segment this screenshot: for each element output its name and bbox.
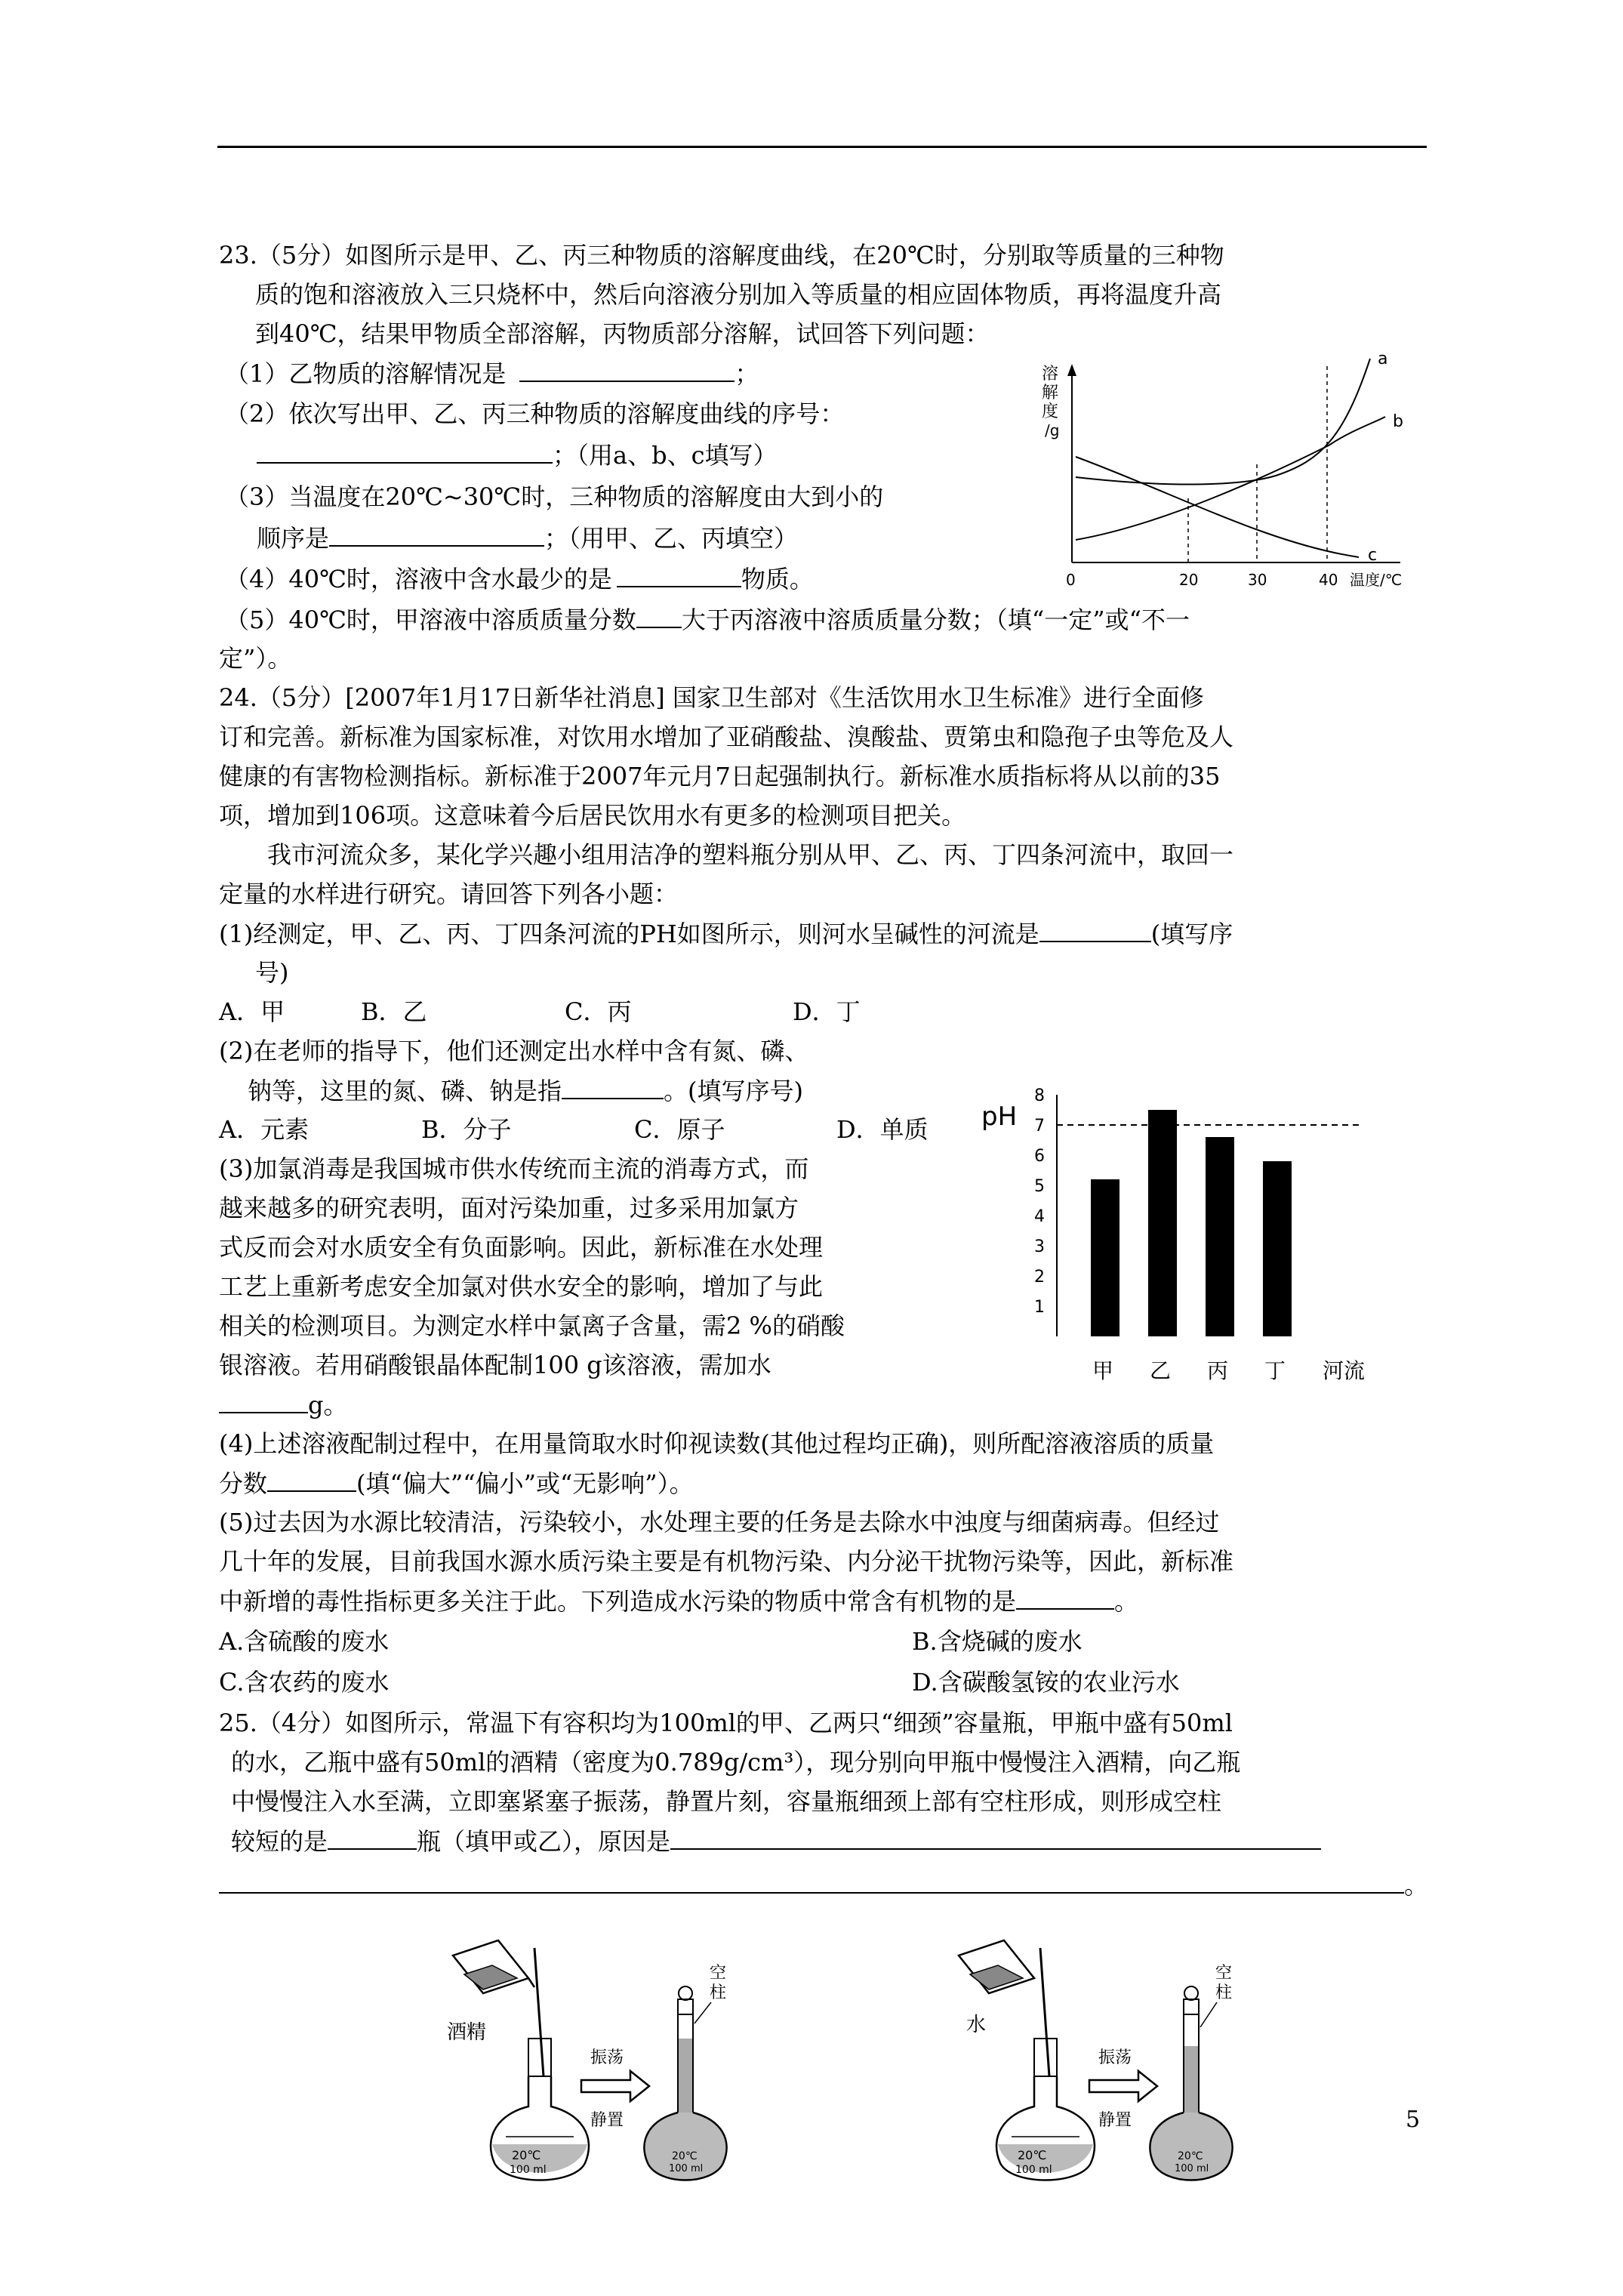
q24-part-3-line-1: (3)加氯消毒是我国城市供水传统而主流的消毒方式，而 <box>219 1154 809 1183</box>
left-action-bottom: 静置 <box>590 2111 624 2130</box>
right-gap-label-2: 柱 <box>1215 1983 1233 2002</box>
answer-blank[interactable] <box>328 1826 417 1850</box>
left-gap-label-2: 柱 <box>710 1983 727 2002</box>
left-action-top: 振荡 <box>590 2048 624 2067</box>
x-tick-40: 40 <box>1319 571 1338 589</box>
q24-part-3-line-6: 银溶液。若用硝酸银晶体配制100 g该溶液，需加水 <box>219 1351 771 1379</box>
q25-line-5: 。 <box>219 1869 1428 1900</box>
q24-line-1: 24.（5分）[2007年1月17日新华社消息] 国家卫生部对《生活饮用水卫生标准》进行全面修 <box>219 683 1204 712</box>
q24-part-1-opt-d: D．丁 <box>793 997 861 1026</box>
flask-figure-svg <box>423 1933 1404 2205</box>
ph-y-tick: 4 <box>1034 1207 1045 1226</box>
q24-part-3-line-4: 工艺上重新考虑安全加氯对供水安全的影响，增加了与此 <box>219 1272 824 1301</box>
right-flask-temp: 20℃ <box>1018 2148 1047 2162</box>
ph-y-tick: 1 <box>1034 1298 1045 1317</box>
q23-sub-1: （1）乙物质的溶解情况是 ； <box>225 359 759 388</box>
q24-part-3-line-2: 越来越多的研究表明，面对污染加重，过多采用加氯方 <box>219 1194 799 1222</box>
q24-line-2: 订和完善。新标准为国家标准，对饮用水增加了亚硝酸盐、溴酸盐、贾第虫和隐孢子虫等危及人 <box>219 723 1234 751</box>
q24-part-1-opt-a: A．甲 <box>219 997 285 1026</box>
x-unit-label: 温度/℃ <box>1350 571 1403 589</box>
right-gap-label-1: 空 <box>1215 1964 1233 1983</box>
right-arrow-icon <box>1089 2071 1157 2101</box>
q24-part-4-cont: 分数 (填“偏大”“偏小”或“无影响”）。 <box>219 1469 694 1498</box>
curve-c <box>1076 457 1359 557</box>
q24-part-2: (2)在老师的指导下，他们还测定出水样中含有氮、磷、 <box>219 1037 809 1065</box>
ph-y-tick: 8 <box>1034 1086 1045 1105</box>
answer-blank[interactable] <box>636 604 682 628</box>
ph-y-tick: 2 <box>1034 1268 1045 1287</box>
q25-line-2: 的水，乙瓶中盛有50ml的酒精（密度为0.789g/cm³），现分别向甲瓶中慢慢注入酒精，向乙瓶 <box>231 1748 1241 1777</box>
y-label-char-1: 溶 <box>1042 365 1059 384</box>
ph-y-tick: 5 <box>1034 1177 1045 1196</box>
q24-part-1-opt-c: C．丙 <box>565 997 632 1026</box>
q24-part-5-opt-b: B.含烧碱的废水 <box>912 1627 1083 1656</box>
left-flask-vol: 100 ml <box>510 2164 547 2176</box>
answer-blank[interactable] <box>1039 918 1151 942</box>
right-gap-pointer <box>1200 2002 1217 2027</box>
q24-part-4: (4)上述溶液配制过程中，在用量筒取水时仰视读数(其他过程均正确)，则所配溶液溶质的质量 <box>219 1429 1215 1458</box>
curve-label-a: a <box>1378 350 1388 368</box>
ph-category-label: 乙 <box>1150 1358 1172 1382</box>
left-liquid-label: 酒精 <box>447 2021 487 2044</box>
curve-label-c: c <box>1368 546 1378 565</box>
ph-category-label: 甲 <box>1092 1358 1114 1382</box>
q23-sub-3-answer: 顺序是 ；（用甲、乙、丙填空） <box>257 524 799 553</box>
q24-line-3: 健康的有害物检测指标。新标准于2007年元月7日起强制执行。新标准水质指标将从以前的35 <box>219 762 1221 791</box>
curve-a <box>1076 359 1370 485</box>
q24-line-5: 我市河流众多，某化学兴趣小组用洁净的塑料瓶分别从甲、乙、丙、丁四条河流中，取回一 <box>267 840 1234 869</box>
ph-y-label: pH <box>981 1102 1018 1132</box>
q24-line-6: 定量的水样进行研究。请回答下列各小题： <box>219 880 679 908</box>
q25-line-4: 较短的是 瓶（填甲或乙），原因是 <box>231 1826 1321 1857</box>
left-arrow-icon <box>581 2071 649 2101</box>
q24-part-1-opt-b: B．乙 <box>361 997 427 1026</box>
q23-sub-5-cont: 定”）。 <box>219 644 292 673</box>
flask-figure <box>423 1933 1404 2205</box>
answer-blank[interactable] <box>267 1468 356 1492</box>
q24-part-3-line-3: 式反而会对水质安全有负面影响。因此，新标准在水处理 <box>219 1233 824 1262</box>
q23-line-1: 23.（5分）如图所示是甲、乙、丙三种物质的溶解度曲线，在20℃时，分别取等质量的三种物 <box>219 241 1224 270</box>
y-axis-arrow-icon <box>1067 364 1076 376</box>
left-result-temp: 20℃ <box>672 2150 698 2162</box>
q23-sub-3: （3）当温度在20℃~30℃时，三种物质的溶解度由大到小的 <box>225 482 884 511</box>
answer-blank[interactable] <box>617 563 741 587</box>
ph-category-label: 丙 <box>1207 1358 1229 1382</box>
left-glass-rod <box>534 1948 544 2076</box>
answer-blank[interactable] <box>562 1075 664 1099</box>
q23-sub-2-answer: ；（用a、b、c填写） <box>257 439 778 470</box>
ph-y-tick: 7 <box>1034 1117 1045 1136</box>
right-action-bottom: 静置 <box>1098 2111 1132 2130</box>
left-flask-temp: 20℃ <box>512 2148 541 2162</box>
ph-bar <box>1206 1137 1234 1336</box>
y-label-char-4: /g <box>1045 421 1060 439</box>
ph-bar <box>1091 1179 1119 1336</box>
q24-part-1: (1)经测定，甲、乙、丙、丁四条河流的PH如图所示，则河水呈碱性的河流是 (填写序 <box>219 920 1233 948</box>
q25-line-1: 25.（4分）如图所示，常温下有容积均为100ml的甲、乙两只“细颈”容量瓶，甲瓶中盛有50ml <box>219 1709 1233 1737</box>
ph-bar <box>1148 1110 1177 1336</box>
answer-blank[interactable] <box>519 358 735 382</box>
q25-line-3: 中慢慢注入水至满，立即塞紧塞子振荡，静置片刻，容量瓶细颈上部有空柱形成，则形成空柱 <box>231 1787 1222 1816</box>
curve-b <box>1076 417 1385 540</box>
q23-sub-5: （5）40℃时，甲溶液中溶质质量分数 大于丙溶液中溶质质量分数；（填“一定”或“不一 <box>225 606 1190 634</box>
q24-part-1-cont: 号) <box>255 958 289 987</box>
answer-blank[interactable] <box>670 1826 1321 1850</box>
x-tick-30: 30 <box>1248 571 1267 589</box>
answer-blank[interactable] <box>329 522 544 547</box>
q24-part-5-line-1: (5)过去因为水源比较清洁，污染较小，水处理主要的任务是去除水中浊度与细菌病毒。但经过 <box>219 1508 1220 1536</box>
q23-line-2: 质的饱和溶液放入三只烧杯中，然后向溶液分别加入等质量的相应固体物质，再将温度升高 <box>255 280 1222 309</box>
answer-blank[interactable] <box>219 1869 1404 1894</box>
q24-part-5-line-3: 中新增的毒性指标更多关注于此。下列造成水污染的物质中常含有机物的是 。 <box>219 1587 1139 1616</box>
right-flask-vol: 100 ml <box>1015 2164 1052 2176</box>
q23-sub-2: （2）依次写出甲、乙、丙三种物质的溶解度曲线的序号： <box>225 399 845 428</box>
x-tick-0: 0 <box>1066 571 1076 589</box>
q24-part-5-opt-d: D.含碳酸氢铵的农业污水 <box>912 1668 1180 1697</box>
ph-category-label: 丁 <box>1264 1358 1286 1382</box>
answer-blank[interactable] <box>219 1389 308 1413</box>
q24-part-5-opt-a: A.含硫酸的废水 <box>219 1627 390 1656</box>
right-glass-rod <box>1040 1948 1049 2076</box>
right-result-vol: 100 ml <box>1175 2163 1209 2174</box>
q24-part-3-line-5: 相关的检测项目。为测定水样中氯离子含量，需2 %的硝酸 <box>219 1311 845 1340</box>
right-action-top: 振荡 <box>1098 2048 1132 2067</box>
left-beaker-icon <box>453 1940 534 1993</box>
answer-blank[interactable] <box>1016 1586 1114 1610</box>
header-rule <box>217 146 1427 148</box>
q24-part-3-line-7: g。 <box>219 1389 348 1420</box>
page-number: 5 <box>1406 2106 1421 2133</box>
right-liquid-label: 水 <box>966 2014 987 2036</box>
q24-part-2-opt-b: B．分子 <box>421 1115 512 1144</box>
left-gap-label-1: 空 <box>710 1964 727 1983</box>
left-gap-pointer <box>694 2002 711 2023</box>
answer-blank[interactable] <box>257 439 553 464</box>
q24-part-2-opt-d: D．单质 <box>836 1115 929 1144</box>
right-result-temp: 20℃ <box>1178 2150 1203 2162</box>
ph-x-label: 河流 <box>1323 1358 1366 1382</box>
q24-part-2-cont: 钠等，这里的氮、磷、钠是指 。(填写序号) <box>248 1077 803 1105</box>
q24-part-2-opt-a: A．元素 <box>219 1115 310 1144</box>
y-label-char-3: 度 <box>1042 402 1059 421</box>
solubility-curve-figure <box>981 317 1449 589</box>
ph-bar <box>1263 1161 1292 1336</box>
y-label-char-2: 解 <box>1042 384 1059 402</box>
ph-bar-chart <box>974 1057 1397 1382</box>
ph-y-tick: 6 <box>1034 1147 1045 1166</box>
ph-y-tick: 3 <box>1034 1237 1045 1256</box>
left-result-vol: 100 ml <box>669 2163 704 2174</box>
q24-line-4: 项，增加到106项。这意味着今后居民饮用水有更多的检测项目把关。 <box>219 801 966 830</box>
q24-part-5-opt-c: C.含农药的废水 <box>219 1668 390 1697</box>
q23-line-3: 到40℃，结果甲物质全部溶解，丙物质部分溶解，试回答下列问题： <box>255 319 990 348</box>
curve-label-b: b <box>1393 412 1403 431</box>
q24-part-5-line-2: 几十年的发展，目前我国水源水质污染主要是有机物污染、内分泌干扰物污染等，因此，新标准 <box>219 1547 1234 1576</box>
ph-chart-svg <box>974 1057 1397 1382</box>
q24-part-2-opt-c: C．原子 <box>634 1115 725 1144</box>
q23-sub-4: （4）40℃时，溶液中含水最少的是 物质。 <box>225 565 814 593</box>
right-beaker-icon <box>959 1940 1034 1993</box>
x-tick-20: 20 <box>1179 571 1199 589</box>
solubility-curve-svg <box>981 317 1449 589</box>
